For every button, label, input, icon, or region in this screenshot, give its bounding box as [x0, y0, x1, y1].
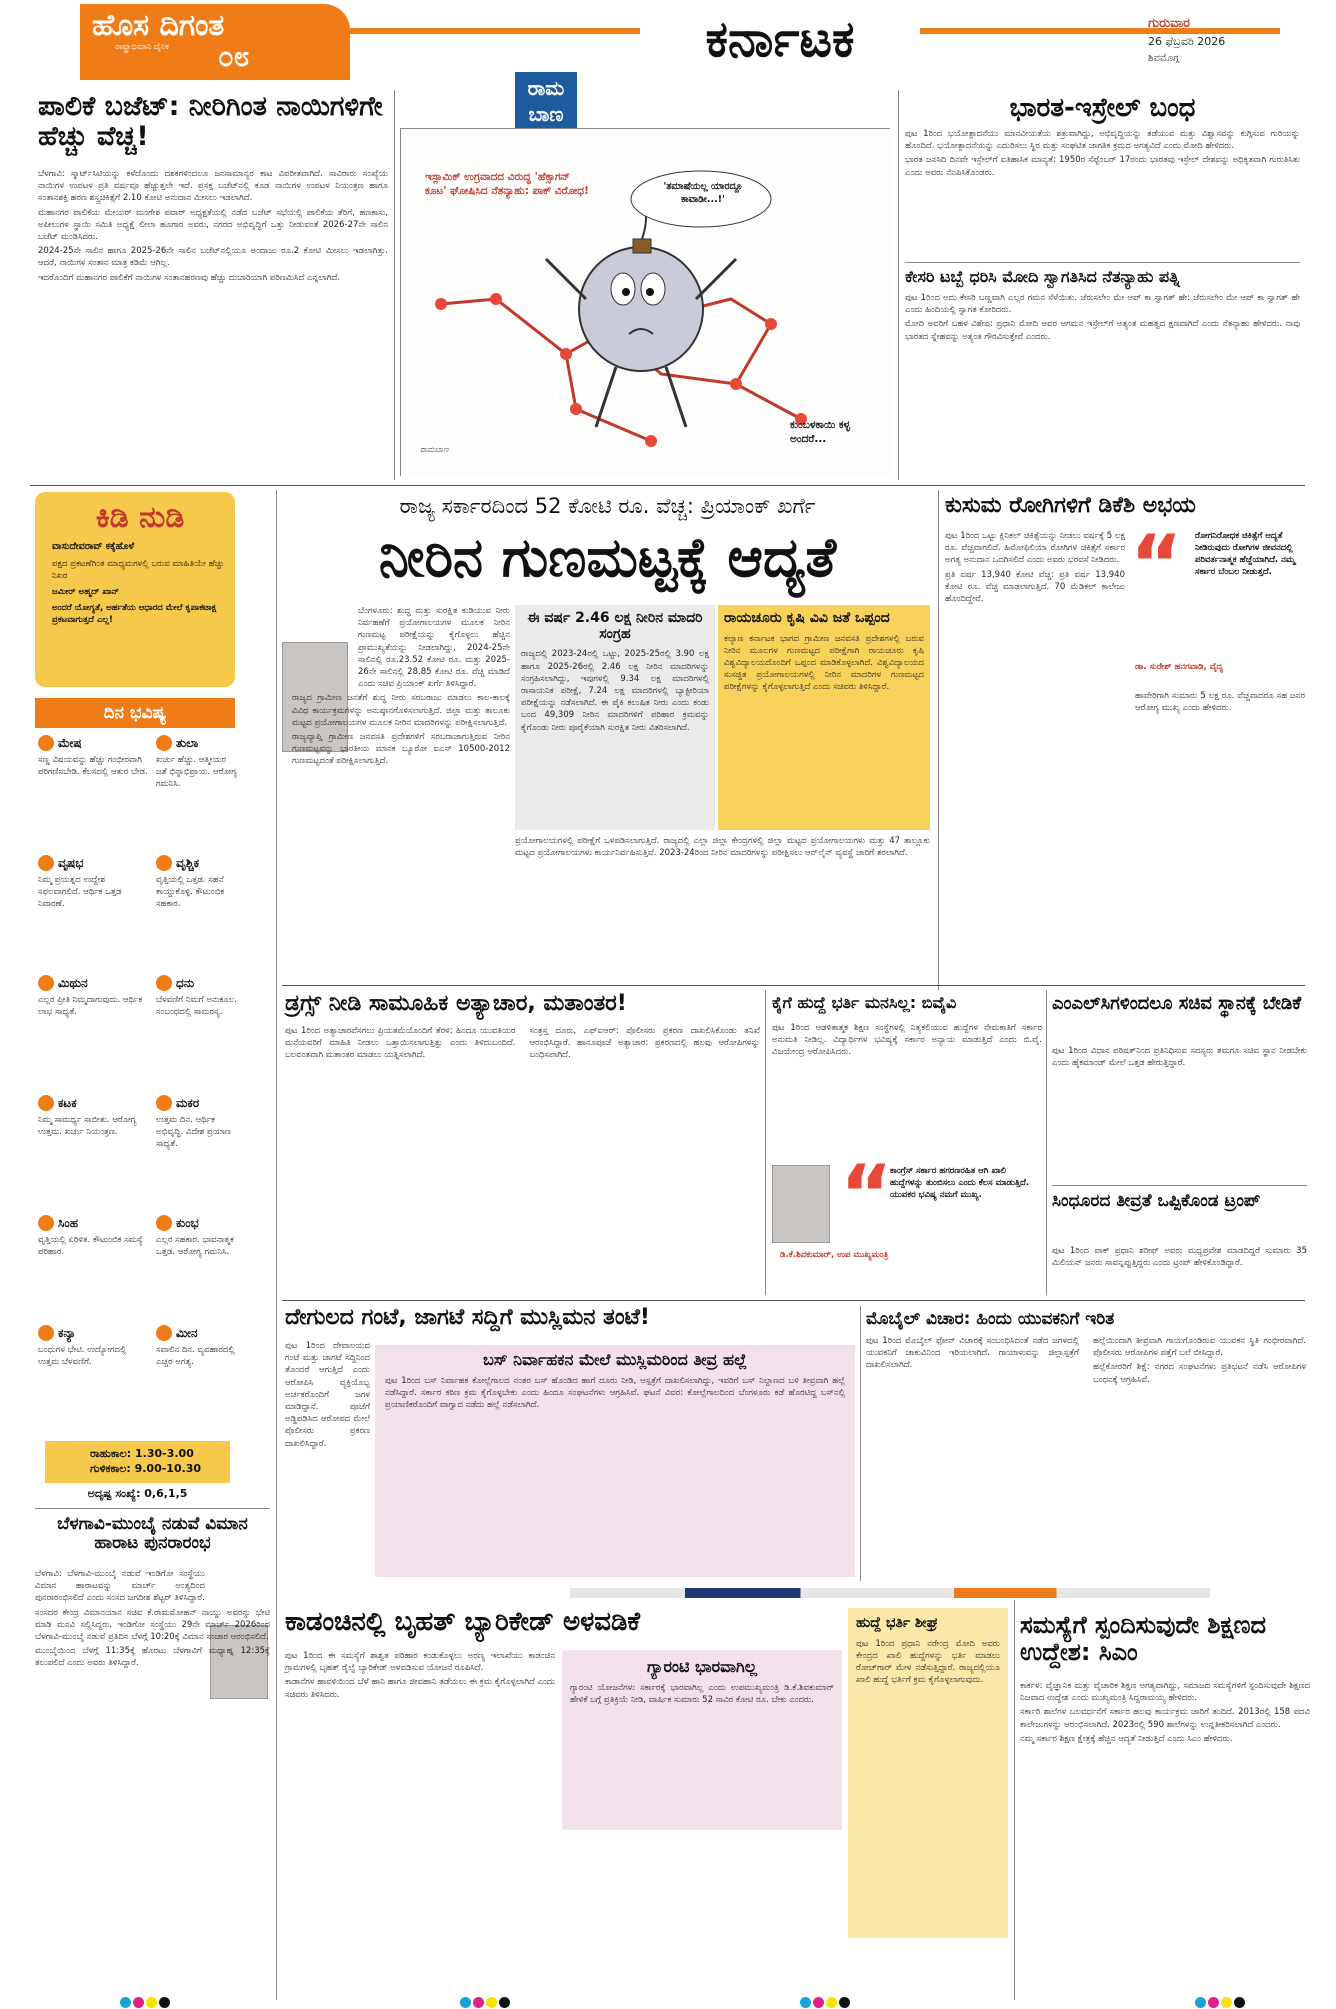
guarantee-box-body: ಗ್ಯಾರಂಟಿ ಯೋಜನೆಗಳು ಸರ್ಕಾರಕ್ಕೆ ಭಾರವಾಗಿಲ್ಲ ಎಂದು ಉಪಮುಖ್ಯಮಂತ್ರಿ ಡಿ.ಕೆ.ಶಿವಕುಮಾರ್ ಹೇಳಿಕೆ ಬಗ್ಗೆ ಪ್ರತಿಕ್ರಿಯೆ ನೀಡಿ, ವಾರ್ಷಿಕ ಸುಮಾರು 52 ಸಾವಿರ ಕೋಟಿ ರೂ. ಬೇಕು ಎಂದರು.	[570, 1682, 834, 1706]
rahukala: ರಾಹುಕಾಲ: 1.30-3.00	[90, 1447, 194, 1460]
scorpio-icon	[156, 855, 172, 871]
mlc-body	[1052, 1045, 1307, 1071]
vacancy-headline: ಕೈಗೆ ಹುದ್ದೆ ಭರ್ತಿ ಮನಸಿಲ್ಲ: ಬಿವೈವಿ	[772, 993, 957, 1012]
column-rule	[765, 990, 766, 1295]
recruit-box	[848, 1608, 1008, 1938]
temple-body	[285, 1340, 370, 1452]
gemini-icon	[38, 975, 54, 991]
cancer-icon	[38, 1095, 54, 1111]
rashi-mithuna	[38, 975, 148, 1018]
paragraph: ಪುಟ 1ರಿಂದ ದೇವಾಲಯದ ಗಂಟೆ ಮತ್ತು ಜಾಗಟೆ ಸದ್ದಿನಿಂದ ತೊಂದರೆ ಆಗುತ್ತಿದೆ ಎಂದು ಆರೋಪಿಸಿ ವ್ಯಕ್ತಿಯೊಬ್ಬ ಅರ್ಚಕರೊಂದಿಗೆ ಜಗಳ ಮಾಡಿದ್ದಾನೆ. ಪೂಜೆಗೆ ಅಡ್ಡಿಪಡಿಸಿದ ಆರೋಪದ ಮೇಲೆ ಪೊಲೀಸರು ಪ್ರಕರಣ ದಾಖಲಿಸಿದ್ದಾರೆ.	[285, 1341, 370, 1449]
water-stat-box	[515, 605, 715, 830]
rashi-label: ಮೀನ	[176, 1325, 198, 1340]
budget-body	[38, 168, 388, 286]
masthead-logo: ಹೊಸ ದಿಗಂತ	[92, 8, 225, 43]
paragraph: ಹಲ್ಲೆಯಿಂದಾಗಿ ತೀವ್ರವಾಗಿ ಗಾಯಗೊಂಡಿರುವ ಯುವಕನ ಸ್ಥಿತಿ ಗಂಭೀರವಾಗಿದೆ. ಪೊಲೀಸರು ಆರೋಪಿಗಳ ಪತ್ತೆಗೆ ಬಲೆ ಬೀಸಿದ್ದಾರೆ.	[1093, 1336, 1306, 1359]
rashi-label: ಮೇಷ	[58, 735, 82, 750]
sagittarius-icon	[156, 975, 172, 991]
rashi-label: ಕಟಕ	[58, 1095, 77, 1110]
section-rule	[1052, 1185, 1307, 1186]
recruit-box-title: ಹುದ್ದೆ ಭರ್ತಿ ಶೀಘ್ರ	[856, 1615, 938, 1631]
bus-box-title: ಬಸ್ ನಿರ್ವಾಹಕನ ಮೇಲೆ ಮುಸ್ಲಿಮರಿಂದ ತೀವ್ರ ಹಲ್ಲೆ	[483, 1350, 747, 1369]
vacancy-body	[772, 1022, 1042, 1061]
masthead-tagline: ರಾಷ್ಟ್ರಾಭಿಮಾನಿ ದೈನಿಕ	[115, 42, 169, 51]
israel-body	[905, 128, 1300, 181]
kidi-nudi-item: ಜಮೀರ್ ಅಹ್ಮದ್ ಖಾನ್	[52, 587, 120, 597]
cartoon-caption-left: ಇಸ್ಲಾಮಿಕ್ ಉಗ್ರವಾದದ ವಿರುದ್ಧ 'ಹೆಕ್ಸಾಗನ್ ಕೂಟ' ಘೋಷಿಸಿದ ನೆತನ್ಯಾಹು: ಪಾಕ್ ವಿರೋಧ!	[425, 171, 589, 197]
bus-attack-box	[375, 1345, 855, 1577]
horoscope-grid	[38, 735, 238, 1435]
section-rule	[35, 1508, 270, 1509]
taurus-icon	[38, 855, 54, 871]
rashi-meena	[156, 1325, 238, 1368]
kidi-nudi-item: ಪಕ್ಷದ ಪ್ರಕಟಣೆಗಿಂತ ಮಾಧ್ಯಮಗಳಲ್ಲಿ ಬರುವ ಮಾಹಿತಿಯೇ ಹೆಚ್ಚು ನಿಖರ	[52, 559, 225, 581]
trump-headline: ಸಿಂಧೂರದ ತೀವ್ರತೆ ಒಪ್ಪಿಕೊಂಡ ಟ್ರಂಪ್	[1052, 1191, 1261, 1211]
paragraph: ಕಾಡಾನೆಗಳ ಹಾವಳಿಯಿಂದ ಬೆಳೆ ಹಾನಿ ಹಾಗೂ ಜೀವಹಾನಿ ತಡೆಯಲು ಈ ಕ್ರಮ ಕೈಗೊಳ್ಳಲಾಗಿದೆ ಎಂದು ಸಚಿವರು ತಿಳಿಸಿದರು.	[285, 1677, 555, 1700]
rashi-text: ನಿಮ್ಮ ಪ್ರಯತ್ನದ ಉದ್ದೇಶ ಸಫಲವಾಗಲಿದೆ. ಆರ್ಥಿಕ ಒತ್ತಡ ನಿವಾರಣೆ.	[38, 875, 122, 909]
barricade-body	[285, 1650, 555, 1703]
aries-icon	[38, 735, 54, 751]
rashi-simha	[38, 1215, 148, 1258]
kusuma-body	[945, 530, 1125, 607]
section-rule	[282, 1300, 1305, 1301]
registration-marks	[120, 1993, 172, 2009]
barricade-headline: ಕಾಡಂಚಿನಲ್ಲಿ ಬೃಹತ್ ಬ್ಯಾರಿಕೇಡ್ ಅಳವಡಿಕೆ	[285, 1607, 641, 1637]
paragraph: ಪುಟ 1ರಿಂದ ಪಾಕ್ ಪ್ರಧಾನಿ ಶರೀಫ್ ಅವರು ಮಧ್ಯಪ್ರವೇಶ ಮಾಡದಿದ್ದರೆ ಸುಮಾರು 35 ಮಿಲಿಯನ್ ಜನರು ಸಾವನ್ನಪ್ಪುತ್ತಿದ್ದರು ಎಂದು ಟ್ರಂಪ್ ಹೇಳಿಕೊಂಡಿದ್ದಾರೆ.	[1052, 1246, 1307, 1269]
rashi-vrishchika	[156, 855, 238, 910]
column-rule	[898, 90, 899, 480]
paragraph: ಭಾರತ ಜನಸಿದಿ ದಿನವೇ ಇಸ್ರೇಲ್‌ಗೆ ಐತಿಹಾಸಿಕ ಮಾನ್ಯತೆ: 1950ರ ಸೆಪ್ಟೆಂಬರ್ 17ರಂದು ಭಾರತವು ಇಸ್ರೇಲ್ ದೇಶವನ್ನು ಅಧಿಕೃತವಾಗಿ ಗುರುತಿಸಿತು ಎಂದು ಅವರು ನೆನಪಿಸಿಕೊಂಡರು.	[905, 155, 1300, 178]
rashi-tula	[156, 735, 238, 790]
paragraph: ಪುಟ 1ರಿಂದ ಭಯೋತ್ಪಾದನೆಯು ಮಾನವೀಯತೆಯ ಶತ್ರುವಾಗಿದ್ದು, ಅಭಿವೃದ್ಧಿಯನ್ನು ತಡೆಯುವ ಮತ್ತು ವಿಶ್ವಾಸವನ್ನು ಕುಗ್ಗಿಸುವ ಗುರಿಯನ್ನು ಹೊಂದಿದೆ. ಭಯೋತ್ಪಾದನೆಯನ್ನು ಎದುರಿಸಲು ಸ್ಥಿರ ಮತ್ತು ಸಂಘಟಿತ ಜಾಗತಿಕ ಕ್ರಮದ ಅಗತ್ಯವಿದೆ ಎಂದು ಮೋದಿ ಹೇಳಿದರು.	[905, 129, 1300, 152]
kidi-nudi-title: ಕಿಡಿ ನುಡಿ	[95, 500, 185, 535]
color-stripe	[570, 1588, 1210, 1598]
paragraph: ಪುಟ 1ರಿಂದ ಒಟ್ಟು ಕ್ಲಿನಿಕಲ್ ಚಿಕಿತ್ಸೆಯನ್ನು ನೀಡಲು ವರ್ಷಕ್ಕೆ 5 ಲಕ್ಷ ರೂ. ವೆಚ್ಚವಾಗಲಿದೆ. ಹಿಮೋಫಿಲಿಯಾ ರೋಗಿಗಳ ಚಿಕಿತ್ಸೆಗೆ ಸರ್ಕಾರ ಅಗತ್ಯ ಅನುದಾನ ಒದಗಿಸಲಿದೆ ಎಂದು ಅವರು ಭರವಸೆ ನೀಡಿದರು.	[945, 531, 1125, 566]
water-body-col1	[292, 605, 510, 770]
rashi-kataka	[38, 1095, 148, 1138]
raichur-box-title: ರಾಯಚೂರು ಕೃಷಿ ವಿವಿ ಜತೆ ಒಪ್ಪಂದ	[724, 610, 890, 626]
trump-body	[1052, 1245, 1307, 1271]
paragraph: ಮುಂಬೈಯಿಂದ ಬೆಳಗ್ಗೆ 11:35ಕ್ಕೆ ಹೊರಟು ಬೆಳಗಾವಿಗೆ ಮಧ್ಯಾಹ್ನ 12:35ಕ್ಕೆ ತಲುಪಲಿದೆ ಎಂದು ಅವರು ತಿಳಿಸಿದ್ದಾರೆ.	[35, 1646, 270, 1669]
drugs-headline: ಡ್ರಗ್ಸ್ ನೀಡಿ ಸಾಮೂಹಿಕ ಅತ್ಯಾಚಾರ, ಮತಾಂತರ!	[285, 991, 627, 1016]
mobile-body	[866, 1335, 1306, 1386]
column-rule	[1014, 1600, 1015, 2000]
lucky-number: ಅದೃಷ್ಟ ಸಂಖ್ಯೆ: 0,6,1,5	[87, 1487, 188, 1500]
kesari-headline: ಕೇಸರಿ ಟಬ್ಬೆ ಧರಿಸಿ ಮೋದಿ ಸ್ವಾಗತಿಸಿದ ನೆತನ್ಯಾಹು ಪತ್ನಿ	[905, 267, 1180, 286]
registration-marks	[800, 1993, 852, 2009]
virgo-icon	[38, 1325, 54, 1341]
rashi-label: ಕುಂಭ	[176, 1215, 199, 1230]
pisces-icon	[156, 1325, 172, 1341]
kusuma-quote: ರೋಗನಿರೋಧಕ ಚಿಕಿತ್ಸೆಗೆ ಆದ್ಯತೆ ನೀಡಿರುವುದು ರೋಗಿಗಳ ಜೀವನದಲ್ಲಿ ಪರಿವರ್ತನಾತ್ಮಕ ಹೆಜ್ಜೆಯಾಗಿದೆ. ನಮ್ಮ ಸರ್ಕಾರ ಬೆಂಬಲ ನೀಡುತ್ತದೆ.	[1195, 531, 1296, 577]
paragraph: ಸಂತ್ರಸ್ತ ದೂರು, ಎಫ್‌ಐಆರ್: ಪೊಲೀಸರು ಪ್ರಕರಣ ದಾಖಲಿಸಿಕೊಂಡು ತನಿಖೆ ಆರಂಭಿಸಿದ್ದಾರೆ. ಹಾನೂಪೂಜೆ ಅತ್ಯಾಚಾರ: ಪ್ರಕರಣದಲ್ಲಿ ಹಲವು ಆರೋಪಿಗಳನ್ನು ಬಂಧಿಸಲಾಗಿದೆ.	[529, 1026, 760, 1061]
rashi-label: ಸಿಂಹ	[58, 1215, 79, 1230]
guarantee-box-title: ಗ್ಯಾರಂಟಿ ಭಾರವಾಗಿಲ್ಲ	[646, 1657, 758, 1676]
kusuma-headline: ಕುಸುಮ ರೋಗಿಗಳಿಗೆ ಡಿಕೆಶಿ ಅಭಯ	[945, 493, 1196, 518]
kidi-nudi-content	[52, 500, 228, 626]
paragraph: ರಾಜ್ಯದ ಗ್ರಾಮೀಣ ಜನತೆಗೆ ಶುದ್ಧ ನೀರು ಸರಬರಾಜು ಮಾಡಲು ಕಾಲ-ಕಾಲಕ್ಕೆ ವಿವಿಧ ಕಾರ್ಯಕ್ರಮಗಳನ್ನು ಅನುಷ್ಠಾನಗೊಳಿಸಲಾಗುತ್ತಿದೆ. ಜಿಲ್ಲಾ ಮತ್ತು ತಾಲೂಕು ಮಟ್ಟದ ಪ್ರಯೋಗಾಲಯಗಳ ಮೂಲಕ ನೀರಿನ ಮಾದರಿಗಳನ್ನು ಪರೀಕ್ಷಿಸಲಾಗುತ್ತಿದೆ.	[292, 693, 510, 728]
rashi-text: ಖರ್ಚು ಹೆಚ್ಚು. ಆತ್ಮೀಯರ ಜತೆ ಭಿನ್ನಾಭಿಪ್ರಾಯ. ಆರೋಗ್ಯ ಗಮನಿಸಿ.	[156, 755, 237, 789]
water-body-col2	[515, 835, 930, 861]
column-rule	[1046, 990, 1047, 1295]
paragraph: ನಮ್ಮ ಸರ್ಕಾರ ಶಿಕ್ಷಣ ಕ್ಷೇತ್ರಕ್ಕೆ ಹೆಚ್ಚಿನ ಆದ್ಯತೆ ನೀಡುತ್ತಿದೆ ಎಂದು ಸಿಎಂ ಹೇಳಿದರು.	[1020, 1733, 1233, 1744]
paragraph: ಪುಟ 1ರಿಂದ ಅತ್ಯಾಚಾರವೆಸಗಲು ಪ್ರಿಯತಮೆಯೊಂದಿಗೆ ತೆರಳಿ: ಹಿಂದೂ ಯುವತಿಯರ ಮನೆಯವರಿಗೆ ಮಾಹಿತಿ ನೀಡಲು ಒತ್ತಾಯಿಸಲಾಗುತ್ತಿತ್ತು ಎಂದು ತಿಳಿದುಬಂದಿದೆ. ಬಲವಂತವಾಗಿ ಮತಾಂತರ ಮಾಡಲು ಯತ್ನಿಸಲಾಗಿದೆ.	[285, 1026, 516, 1061]
date-text: 26 ಫೆಬ್ರವರಿ 2026	[1148, 35, 1226, 48]
date-day: ಗುರುವಾರ	[1148, 16, 1190, 31]
rashi-text: ನಿಮ್ಮ ಸಾಮರ್ಥ್ಯ ಸಾಬೀತು. ಆರೋಗ್ಯ ಉತ್ತಮ. ಖರ್ಚು ನಿಯಂತ್ರಣ.	[38, 1115, 137, 1137]
rashi-text: ಸಣ್ಣ ವಿಷಯವನ್ನು ಹೆಚ್ಚು ಗಂಭೀರವಾಗಿ ಪರಿಗಣಿಸಬೇಡಿ. ಕೆಲಸದಲ್ಲಿ ಆತುರ ಬೇಡ.	[38, 755, 148, 777]
cm-body	[1020, 1680, 1310, 1747]
kusuma-body-2	[1135, 690, 1305, 716]
paragraph: ಹಲ್ಲೆಕೋರರಿಗೆ ಶಿಕ್ಷೆ: ನಗರದ ಸಂಘಟನೆಗಳು ಪ್ರತಿಭಟನೆ ನಡೆಸಿ ಆರೋಪಿಗಳ ಬಂಧನಕ್ಕೆ ಆಗ್ರಹಿಸಿವೆ.	[1093, 1362, 1306, 1385]
edition-city: ಶಿವಮೊಗ್ಗ	[1148, 53, 1180, 64]
rashi-label: ತುಲಾ	[176, 735, 199, 750]
column-rule	[860, 1306, 861, 1581]
israel-headline: ಭಾರತ-ಇಸ್ರೇಲ್ ಬಂಧ	[1009, 93, 1196, 123]
cartoon-signature: ರಾಮಬಾಣ	[420, 445, 449, 454]
rashi-label: ಮಿಥುನ	[58, 975, 88, 990]
aquarius-icon	[156, 1215, 172, 1231]
rashi-text: ಎಲ್ಲರ ಸಹಕಾರ. ಭಾವನಾತ್ಮಕ ಒತ್ತಡ. ಆರೋಗ್ಯ ಗಮನಿಸಿ.	[156, 1235, 234, 1257]
rashi-label: ವೃಷಭ	[58, 855, 84, 870]
rahukala-box	[45, 1441, 230, 1483]
raichur-box	[718, 605, 930, 830]
horoscope-title: ದಿನ ಭವಿಷ್ಯ	[35, 698, 235, 728]
cm-headline: ಸಮಸ್ಯೆಗೆ ಸ್ಪಂದಿಸುವುದೇ ಶಿಕ್ಷಣದ ಉದ್ದೇಶ: ಸಿಎಂ	[1020, 1611, 1266, 1666]
column-rule	[394, 90, 395, 480]
mlc-headline: ಎಂಎಲ್‌ಸಿಗಳಿಂದಲೂ ಸಚಿವ ಸ್ಥಾನಕ್ಕೆ ಬೇಡಿಕೆ	[1052, 993, 1302, 1014]
paragraph: ಸರ್ಕಾರಿ ಶಾಲೆಗಳ ಬಲವರ್ಧನೆಗೆ ಸರ್ಕಾರ ಹಲವು ಕಾರ್ಯಕ್ರಮ ಜಾರಿಗೆ ತಂದಿದೆ. 2013ರಲ್ಲಿ 158 ಪದವಿ ಕಾಲೇಜುಗಳನ್ನು ಆರಂಭಿಸಲಾಗಿದೆ. 2023ರಲ್ಲಿ 590 ಶಾಲೆಗಳನ್ನು ಉನ್ನತೀಕರಿಸಲಾಗಿದೆ ಎಂದರು.	[1020, 1707, 1310, 1730]
paragraph: ಪುಟ 1ರಿಂದ ಅದು ಕೇಸರಿ ಬಣ್ಣವಾಗಿ ಎಲ್ಲರ ಗಮನ ಸೆಳೆಯಿತು. ಜೆರುಸಲೇಂ ಮೇ ಆಪ್ ಕಾ ಸ್ವಾಗತ್ ಹೇ: ಜೆರುಸಲೇಂ ಮೇ ಆಪ್ ಕಾ ಸ್ವಾಗತ್ ಹೇ ಎಂದು ಹಿಂದಿಯಲ್ಲಿ ಸ್ವಾಗತ ಕೋರಿದರು.	[905, 293, 1300, 316]
budget-headline: ಪಾಲಿಕೆ ಬಜೆಟ್: ನೀರಿಗಿಂತ ನಾಯಿಗಳಿಗೇ ಹೆಚ್ಚು ವೆಚ್ಚ!	[38, 91, 383, 153]
rashi-label: ಕನ್ಯಾ	[58, 1325, 76, 1340]
paragraph: ಪ್ರತಿ ವರ್ಷ 13,940 ಕೋಟಿ ವೆಚ್ಚ: ಪ್ರತಿ ವರ್ಷ 13,940 ಕೋಟಿ ರೂ. ವೆಚ್ಚ ಮಾಡಲಾಗುತ್ತಿದೆ. 70 ಮೆಡಿಕಲ್ ಕಾಲೇಜು ಹೊಂದಿದ್ದೇವೆ.	[945, 569, 1125, 605]
paragraph: ಮೋದಿ ಅವರಿಗೆ ಬಹಳ ವಿಶೇಷ: ಪ್ರಧಾನಿ ಮೋದಿ ಅವರ ಆಗಮನ ಇಸ್ರೇಲ್‌ಗೆ ಅತ್ಯಂತ ಮಹತ್ವದ ಕ್ಷಣವಾಗಿದೆ ಎಂದು ನೆತನ್ಯಾಹು ಹೇಳಿದರು. ನಾವು ಭಾರತದ ಸ್ನೇಹವನ್ನು ಅತ್ಯಂತ ಗೌರವಿಸುತ್ತೇವೆ ಎಂದರು.	[905, 319, 1300, 342]
flight-headline: ಬೆಳಗಾವಿ-ಮುಂಬೈ ನಡುವೆ ವಿಮಾನ ಹಾರಾಟ ಪುನರಾರಂಭ	[57, 1514, 248, 1554]
cartoon-speech: 'ತಮಾಷೆಯಲ್ಲ ಯಾರದ್ದೂ ಕಾವಾಡೀ...!'	[663, 181, 743, 205]
paragraph: ಪುಟ 1ರಿಂದ ಮೊಬೈಲ್ ಫೋನ್ ವಿಚಾರಕ್ಕೆ ಸಂಬಂಧಿಸಿದಂತೆ ನಡೆದ ಜಗಳದಲ್ಲಿ ಯುವಕನಿಗೆ ಚಾಕುವಿನಿಂದ ಇರಿಯಲಾಗಿದೆ. ಗಾಯಾಳುವನ್ನು ಜಿಲ್ಲಾಸ್ಪತ್ರೆಗೆ ದಾಖಲಿಸಲಾಗಿದೆ.	[866, 1336, 1079, 1371]
rashi-text: ಬೆಳವಣಿಗೆ ನಿಮಗೆ ಅನುಕೂಲ. ಸಂಬಂಧದಲ್ಲಿ ಸಾಮರಸ್ಯ.	[156, 995, 237, 1017]
quote-icon: “	[840, 1148, 893, 1241]
rashi-text: ಉತ್ತಮ ದಿನ. ಆರ್ಥಿಕ ಅಭಿವೃದ್ಧಿ. ವಿದೇಶ ಪ್ರಯಾಣ ಸಾಧ್ಯತೆ.	[156, 1115, 231, 1149]
paragraph: ರಾಜ್ಯವ್ಯಾಪ್ತಿ ಗ್ರಾಮೀಣ ಜನವಸತಿ ಪ್ರದೇಶಗಳಿಗೆ ಸರಬರಾಜಾಗುತ್ತಿರುವ ನೀರಿನ ಗುಣಮಟ್ಟವನ್ನು ಭಾರತೀಯ ಮಾನಕ ಬ್ಯೂರೋ ಐಎಸ್ 10500-2012 ಗುಣಮಟ್ಟದಂತೆ ಪರೀಕ್ಷಿಸಲಾಗುತ್ತಿದೆ.	[292, 732, 510, 767]
gulikakala: ಗುಳಿಕಕಾಲ: 9.00-10.30	[90, 1462, 202, 1475]
mobile-headline: ಮೊಬೈಲ್ ವಿಚಾರ: ಹಿಂದು ಯುವಕನಿಗೆ ಇರಿತ	[866, 1309, 1115, 1329]
rashi-text: ಸವಾಲಿನ ದಿನ. ವ್ಯವಹಾರದಲ್ಲಿ ಎಚ್ಚರ ಅಗತ್ಯ.	[156, 1345, 235, 1367]
vacancy-quote: ಕಾಂಗ್ರೆಸ್ ಸರ್ಕಾರ ಹಗರಣರಹಿತ ಆಗಿ ಖಾಲಿ ಹುದ್ದೆಗಳನ್ನು ತುಂಬಿಸಲು ಎಂದು ಕೆಲಸ ಮಾಡುತ್ತಿದೆ. ಯುವಕರ ಭವಿಷ್ಯ ನಮಗೆ ಮುಖ್ಯ.	[890, 1166, 1030, 1200]
kusuma-quote-by: ಡಾ. ಸುರೇಶ್ ಹನಗವಾಡಿ, ವೈದ್ಯ	[1135, 662, 1224, 672]
dks-photo	[772, 1165, 830, 1243]
paragraph: ಮಹಾನಗರ ಪಾಲಿಕೆಯ ಮೇಯರ್ ಮಂಗೇಶ ಪವಾರ್ ಅಧ್ಯಕ್ಷತೆಯಲ್ಲಿ ನಡೆದ ಬಜೆಟ್ ಸಭೆಯಲ್ಲಿ ಪಾಲಿಕೆಯ ತೆರಿಗೆ, ಹಣಕಾಸು, ಅಪೀಲುಗಳ ಸ್ಥಾಯಿ ಸಮಿತಿ ಅಧ್ಯಕ್ಷೆ ಲೀಲಾ ಹೂಗಾರ ಅವರು, ನಗರದ ಅಭಿವೃದ್ಧಿಗೆ ಒತ್ತು ನೀಡುವಂತೆ 2026-27ನೇ ಸಾಲಿನ ಬಜೆಟ್ ಮಂಡಿಸಿದರು.	[38, 207, 388, 243]
cartoon-caption-bottom: ಕುಂಬಳಕಾಯಿ ಕಳ್ಳ ಅಂದರೆ...	[790, 419, 850, 445]
section-rule	[905, 262, 1300, 263]
paragraph: ಬೆಳಗಾವಿ: ಬೆಳಗಾವಿ-ಮುಂಬೈ ನಡುವೆ ಇಂಡಿಗೋ ಸಂಸ್ಥೆಯು ವಿಮಾನ ಹಾರಾಟವನ್ನು ಮಾರ್ಚ್ ಅಂತ್ಯದಿಂದ ಪುನರಾರಂಭಿಸಲಿದೆ ಎಂದು ಸಂಸದ ಜಗದೀಶ ಶೆಟ್ಟರ್ ತಿಳಿಸಿದ್ದಾರೆ.	[35, 1569, 205, 1604]
rashi-text: ವೃತ್ತಿಯಲ್ಲಿ ಒತ್ತಡ. ಸಹನೆ ಕಾಯ್ದುಕೊಳ್ಳಿ. ಕೌಟುಂಬಿಕ ಸಹಕಾರ.	[156, 875, 225, 909]
kidi-nudi-byline: ವಾಸುದೇವರಾವ್ ಕಕ್ಕೆಹೊಳೆ	[52, 541, 135, 552]
drugs-body	[285, 1025, 760, 1064]
paragraph: ಸಂಸದರ ಕೇಂದ್ರ ವಿಮಾನಯಾನ ಸಚಿವ ಕೆ.ರಾಮಮೋಹನ್ ನಾಯ್ಡು ಅವರನ್ನು ಭೇಟಿ ಮಾಡಿ ಮನವಿ ಸಲ್ಲಿಸಿದ್ದರು. ಇಂಡಿಗೋ ಸಂಸ್ಥೆಯು 29ನೇ ಮಾರ್ಚ್ 2026ರಿಂದ ಬೆಳಗಾವಿ-ಮುಂಬೈ ನಡುವೆ ಪ್ರತಿದಿನ ಬೆಳಗ್ಗೆ 10:20ಕ್ಕೆ ವಿಮಾನ ಸಂಚಾರ ಆರಂಭಿಸಲಿದೆ.	[35, 1607, 270, 1643]
temple-headline: ದೇಗುಲದ ಗಂಟೆ, ಜಾಗಟೆ ಸದ್ದಿಗೆ ಮುಸ್ಲಿಮನ ತಂಟೆ!	[285, 1305, 650, 1330]
rashi-dhanu	[156, 975, 238, 1018]
rashi-makara	[156, 1095, 238, 1150]
rashi-label: ಧನು	[176, 975, 195, 990]
paragraph: ಪುಟ 1ರಿಂದ ಈ ಸಮಸ್ಯೆಗೆ ಶಾಶ್ವತ ಪರಿಹಾರ ಕಂಡುಕೊಳ್ಳಲು ಅರಣ್ಯ ಇಲಾಖೆಯು ಕಾಡಂಚಿನ ಗ್ರಾಮಗಳಲ್ಲಿ ಬೃಹತ್ ರೈಲ್ವೆ ಬ್ಯಾರಿಕೇಡ್ ಅಳವಡಿಸುವ ಯೋಜನೆ ರೂಪಿಸಿದೆ.	[285, 1651, 555, 1674]
section-rule	[282, 985, 1305, 986]
rashi-label: ಮಕರ	[176, 1095, 200, 1110]
guarantee-box	[562, 1650, 842, 1830]
quote-icon: “	[1130, 518, 1183, 611]
libra-icon	[156, 735, 172, 751]
bus-box-body: ಪುಟ 1ರಿಂದ ಬಸ್ ನಿರ್ವಾಹಕ ಕೋಲ್ಲೆಗಾಲದ ನಂತರ ಬಸ್ ಹೊಂಡಿದ ಹಾಗೆ ದೂರು ನೀಡಿ, ಆಸ್ಪತ್ರೆಗೆ ದಾಖಲಿಸಲಾಗಿದ್ದು, ಇವರಿಗೆ ಬಸ್ ನಿಲ್ದಾಣದ ಬಳಿ ತೀವ್ರವಾಗಿ ಹಲ್ಲೆ ನಡೆಸಿದ್ದಾರೆ. ಸರ್ಕಾರ ಕಠಿಣ ಕ್ರಮ ಕೈಗೊಳ್ಳಬೇಕು ಎಂದು ಹಿಂದೂ ಸಂಘಟನೆಗಳು ಆಗ್ರಹಿಸಿವೆ. ಘಟನೆ ವಿವರ: ಕೋಲ್ಲೆಗಾಲದಿಂದ ಬೆಂಗಳೂರು ಕಡೆ ಹೊರಟಿದ್ದ ಬಸ್‌ನಲ್ಲಿ ಪ್ರಯಾಣಿಕರೊಂದಿಗೆ ವಾಗ್ವಾದ ನಡೆದು ಹಲ್ಲೆ ನಡೆಸಲಾಗಿದೆ.	[385, 1375, 845, 1411]
registration-marks	[1195, 1993, 1247, 2009]
rashi-text: ವೃತ್ತಿಯಲ್ಲಿ ಏರಿಳಿತ. ಕೌಟುಂಬಿಕ ಸಮಸ್ಯೆ ಪರಿಹಾರ.	[38, 1235, 143, 1257]
page-number: ೦೮	[218, 40, 250, 73]
kidi-nudi-item: ಅಂದರೆ ಯೋಗ್ಯತೆ, ಅರ್ಹತೆಯ ಆಧಾರದ ಮೇಲೆ ಕೃಪಾಕಟಾಕ್ಷ ಪ್ರಕಟವಾಗುತ್ತದೆ ಎಲ್ಲ!	[52, 603, 217, 625]
rashi-vrishabha	[38, 855, 148, 910]
flight-body	[35, 1568, 270, 1672]
water-kicker: ರಾಜ್ಯ ಸರ್ಕಾರದಿಂದ 52 ಕೋಟಿ ರೂ. ವೆಚ್ಚ: ಪ್ರಿಯಾಂಕ್ ಖರ್ಗೆ	[399, 494, 816, 518]
capricorn-icon	[156, 1095, 172, 1111]
paragraph: ಬೆಂಗಳೂರು: ಶುದ್ಧ ಮತ್ತು ಸುರಕ್ಷಿತ ಕುಡಿಯುವ ನೀರು ನಿರ್ವಹಣೆಗೆ ಪ್ರಯೋಗಾಲಯಗಳ ಮೂಲಕ ನೀರಿನ ಗುಣಮಟ್ಟ ಪರೀಕ್ಷೆಯನ್ನು ಕೈಗೊಳ್ಳಲು ಹೆಚ್ಚಿನ ಪ್ರಾಮುಖ್ಯತೆಯನ್ನು ನೀಡಲಾಗಿದ್ದು, 2024-25ನೇ ಸಾಲಿನಲ್ಲಿ ರೂ.23.52 ಕೋಟಿ ರೂ. ಮತ್ತು 2025-26ನೇ ಸಾಲಿನಲ್ಲಿ 28.85 ಕೋಟಿ ರೂ. ವೆಚ್ಚ ಮಾಡಿದೆ ಎಂದು ಸಚಿವ ಪ್ರಿಯಾಂಕ್ ಖರ್ಗೆ ತಿಳಿಸಿದ್ದಾರೆ.	[358, 606, 510, 690]
paragraph: ಬೆಳಗಾವಿ: ಸ್ಮಾರ್ಟ್‌ಸಿಟಿಯನ್ನು ಕಳೆದೊಂದು ದಶಕಗಳಿಂದಲೂ ಜನಸಾಮಾನ್ಯರ ಕಾಟ ವಿಪರೀತವಾಗಿದೆ. ಸಾವಿರಾರು ಸಂಖ್ಯೆಯ ನಾಯಿಗಳ ಉಪಟಳ ಪ್ರತಿ ವರ್ಷವೂ ಹೆಚ್ಚುತ್ತಲೇ ಇದೆ. ಪ್ರಸಕ್ತ ಬಜೆಟ್‌ನಲ್ಲಿ ಕೂಡ ನಾಯಿಗಳ ಉಪಟಳ ನಿಯಂತ್ರಣ ಹಾಗೂ ಸಂತಾನಶಕ್ತಿ ಹರಣ ಶಸ್ತ್ರಚಿಕಿತ್ಸೆಗೆ 2.10 ಕೋಟಿ ಅನುದಾನ ಮೀಸಲು ಇಡಲಾಗಿದೆ.	[38, 169, 388, 204]
rashi-kanya	[38, 1325, 148, 1368]
paragraph: ಪುಟ 1ರಿಂದ ವಿಧಾನ ಪರಿಷತ್‌ನಿಂದ ಪ್ರತಿನಿಧಿಸುವ ಸದಸ್ಯರು ತಮಗೂ ಸಚಿವ ಸ್ಥಾನ ನೀಡಬೇಕು ಎಂದು ಹೈಕಮಾಂಡ್ ಮೇಲೆ ಒತ್ತಡ ಹೇರುತ್ತಿದ್ದಾರೆ.	[1052, 1046, 1307, 1069]
recruit-box-body: ಪುಟ 1ರಿಂದ ಪ್ರಧಾನಿ ನರೇಂದ್ರ ಮೋದಿ ಅವರು ಕೇಂದ್ರದ ಖಾಲಿ ಹುದ್ದೆಗಳನ್ನು ಭರ್ತಿ ಮಾಡಲು ರೋಜ್‌ಗಾರ್ ಮೇಳ ನಡೆಸುತ್ತಿದ್ದಾರೆ. ರಾಜ್ಯದಲ್ಲಿಯೂ ಖಾಲಿ ಹುದ್ದೆ ಭರ್ತಿಗೆ ಕ್ರಮ ಕೈಗೊಳ್ಳಲಾಗುವುದು.	[856, 1638, 1000, 1686]
rashi-text: ಬಂಧುಗಳ ಭೇಟಿ. ಉದ್ಯೋಗದಲ್ಲಿ ಉತ್ತಮ ಬೆಳವಣಿಗೆ.	[38, 1345, 127, 1367]
water-headline: ನೀರಿನ ಗುಣಮಟ್ಟಕ್ಕೆ ಆದ್ಯತೆ	[378, 526, 837, 589]
vacancy-quote-by: ಡಿ.ಕೆ.ಶಿವಕುಮಾರ್, ಉಪ ಮುಖ್ಯಮಂತ್ರಿ	[780, 1250, 889, 1260]
paragraph: 2024-25ನೇ ಸಾಲಿನ ಹಾಗೂ 2025-26ನೇ ಸಾಲಿನ ಬಜೆಟ್‌ನಲ್ಲಿಯೂ ಅಂದಾಜು ರೂ.2 ಕೋಟಿ ಮೀಸಲು ಇಡಲಾಗಿತ್ತು. ಆದರೆ, ನಾಯಿಗಳ ಸಂತಾನ ಮಾತ್ರ ಕಡಿಮೆ ಆಗಿಲ್ಲ.	[38, 246, 388, 269]
rashi-label: ವೃಶ್ಚಿಕ	[176, 855, 200, 870]
paragraph: ಪ್ರಯೋಗಾಲಯಗಳಲ್ಲಿ ಪರೀಕ್ಷೆಗೆ ಒಳಪಡಿಸಲಾಗುತ್ತಿದೆ. ರಾಜ್ಯದಲ್ಲಿ ಎಲ್ಲಾ ಜಿಲ್ಲಾ ಕೇಂದ್ರಗಳಲ್ಲಿ ಜಿಲ್ಲಾ ಮಟ್ಟದ ಪ್ರಯೋಗಾಲಯಗಳು ಮತ್ತು 47 ತಾಲ್ಲೂಕು ಮಟ್ಟದ ಪ್ರಯೋಗಾಲಯಗಳು ಕಾರ್ಯನಿರ್ವಹಿಸುತ್ತಿವೆ. 2023-24ರಿಂದ ನೀರಿನ ಮಾದರಿಗಳನ್ನು ಪರೀಕ್ಷಿಸಲು ಆನ್‌ಲೈನ್ ವ್ಯವಸ್ಥೆ ಜಾರಿಗೆ ತರಲಾಗಿದೆ.	[515, 836, 930, 859]
paragraph: ಕಾರ್ಕಳ: ವೈಜ್ಞಾನಿಕ ಮತ್ತು ವೈಚಾರಿಕ ಶಿಕ್ಷಣ ಅಗತ್ಯವಾಗಿದ್ದು, ಸಮಾಜದ ಸಮಸ್ಯೆಗಳಿಗೆ ಸ್ಪಂದಿಸುವುದೇ ಶಿಕ್ಷಣದ ನಿಜವಾದ ಉದ್ದೇಶ ಎಂದು ಮುಖ್ಯಮಂತ್ರಿ ಸಿದ್ದರಾಮಯ್ಯ ಹೇಳಿದರು.	[1020, 1681, 1310, 1704]
cartoon-label: ರಾಮ ಬಾಣ	[515, 72, 577, 130]
paragraph: ಪುಟ 1ರಿಂದ ಆಡಳಿತಾತ್ಮಕ ಶಿಕ್ಷಣ ಸಂಸ್ಥೆಗಳಲ್ಲಿ ನಿತ್ಯಕಲಿಯುವ ಹುದ್ದೆಗಳ ನೇಮಕಾತಿಗೆ ಸರ್ಕಾರ ಅನುಮತಿ ನೀಡಿಲ್ಲ. ವಿದ್ಯಾರ್ಥಿಗಳ ಭವಿಷ್ಯಕ್ಕೆ ಸರ್ಕಾರ ಅನ್ಯಾಯ ಮಾಡುತ್ತಿದೆ ಎಂದು ಬಿ.ವೈ. ವಿಜಯೇಂದ್ರ ಆರೋಪಿಸಿದರು.	[772, 1023, 1042, 1058]
kesari-body	[905, 292, 1300, 345]
rashi-mesha	[38, 735, 148, 778]
section-rule	[30, 485, 1305, 486]
section-title: ಕರ್ನಾಟಕ	[640, 10, 920, 69]
raichur-box-body: ಕಲ್ಯಾಣ ಕರ್ನಾಟಕ ಭಾಗದ ಗ್ರಾಮೀಣ ಜನವಸತಿ ಪ್ರದೇಶಗಳಲ್ಲಿ ಬರುವ ನೀರಿನ ಮೂಲಗಳ ಗುಣಮಟ್ಟದ ಪರೀಕ್ಷೆಗಾಗಿ ರಾಯಚೂರು ಕೃಷಿ ವಿಶ್ವವಿದ್ಯಾಲಯದೊಂದಿಗೆ ಒಪ್ಪಂದ ಮಾಡಿಕೊಳ್ಳಲಾಗಿದೆ. ವಿಶ್ವವಿದ್ಯಾಲಯದ ಸುಸಜ್ಜಿತ ಪ್ರಯೋಗಾಲಯಗಳಲ್ಲಿ ನೀರಿನ ಮಾದರಿಗಳ ಗುಣಮಟ್ಟದ ಪರೀಕ್ಷೆಗಳನ್ನು ಕೈಗೊಳ್ಳಲಾಗುತ್ತಿದೆ ಎಂದು ಸಚಿವರು ತಿಳಿಸಿದ್ದಾರೆ.	[724, 633, 924, 693]
column-rule	[276, 490, 277, 2000]
rashi-kumbha	[156, 1215, 238, 1258]
paragraph: ಇದರೊಂದಿಗೆ ಮಹಾನಗರ ಪಾಲಿಕೆಗೆ ನಾಯಿಗಳ ಸಂತಾನಹರಣವು ಹೆಚ್ಚು ದುಬಾರಿಯಾಗಿ ಪರಿಣಮಿಸಿದೆ ಎನ್ನಲಾಗಿದೆ.	[38, 272, 341, 283]
rashi-text: ಎಲ್ಲರ ಪ್ರೀತಿ ನಿಮ್ಮದಾಗುವುದು. ಆರ್ಥಿಕ ಲಾಭ ಸಾಧ್ಯತೆ.	[38, 995, 143, 1017]
dateline	[1148, 16, 1288, 64]
stat-box-title: ಈ ವರ್ಷ 2.46 ಲಕ್ಷ ನೀರಿನ ಮಾದರಿ ಸಂಗ್ರಹ	[527, 610, 703, 642]
leo-icon	[38, 1215, 54, 1231]
paragraph: ಹಾವೇರಿಗಾಗಿ ಸುಮಾರು 5 ಲಕ್ಷ ರೂ. ವೆಚ್ಚವಾದರೂ ಸಹ ಜನರ ಆರೋಗ್ಯ ಮುಖ್ಯ ಎಂದು ಹೇಳಿದರು.	[1135, 691, 1305, 714]
registration-marks	[460, 1993, 512, 2009]
stat-box-body: ರಾಜ್ಯದಲ್ಲಿ 2023-24ರಲ್ಲಿ ಒಟ್ಟು, 2025-25ರಲ್ಲಿ 3.90 ಲಕ್ಷ ಹಾಗೂ 2025-26ರಲ್ಲಿ 2.46 ಲಕ್ಷ ನೀರಿನ ಮಾದರಿಗಳನ್ನು ಸಂಗ್ರಹಿಸಲಾಗಿದ್ದು, ಇವುಗಳಲ್ಲಿ 9.34 ಲಕ್ಷ ಮಾದರಿಗಳಲ್ಲಿ ರಾಸಾಯನಿಕ ಪರೀಕ್ಷೆ, 7.24 ಲಕ್ಷ ಮಾದರಿಗಳಲ್ಲಿ ಬ್ಯಾಕ್ಟೀರಿಯಾ ಪರೀಕ್ಷೆಯನ್ನು ನಡೆಸಲಾಗಿದೆ. ಈ ಪೈಕಿ ಕಲುಷಿತ ನೀರು ಎಂದು ಕಂಡು ಬಂದ 49,309 ನೀರಿನ ಮಾದರಿಗಳಿಗೆ ಪರಿಹಾರ ಕ್ರಮವನ್ನು ಕೈಗೊಂಡು ನೀರು ಪೂರೈಕೆಯಾಗಿ ಸುರಕ್ಷಿತ ನೀರು ವಿತರಿಸಲಾಗಿದೆ.	[521, 649, 709, 733]
column-rule	[938, 490, 939, 990]
